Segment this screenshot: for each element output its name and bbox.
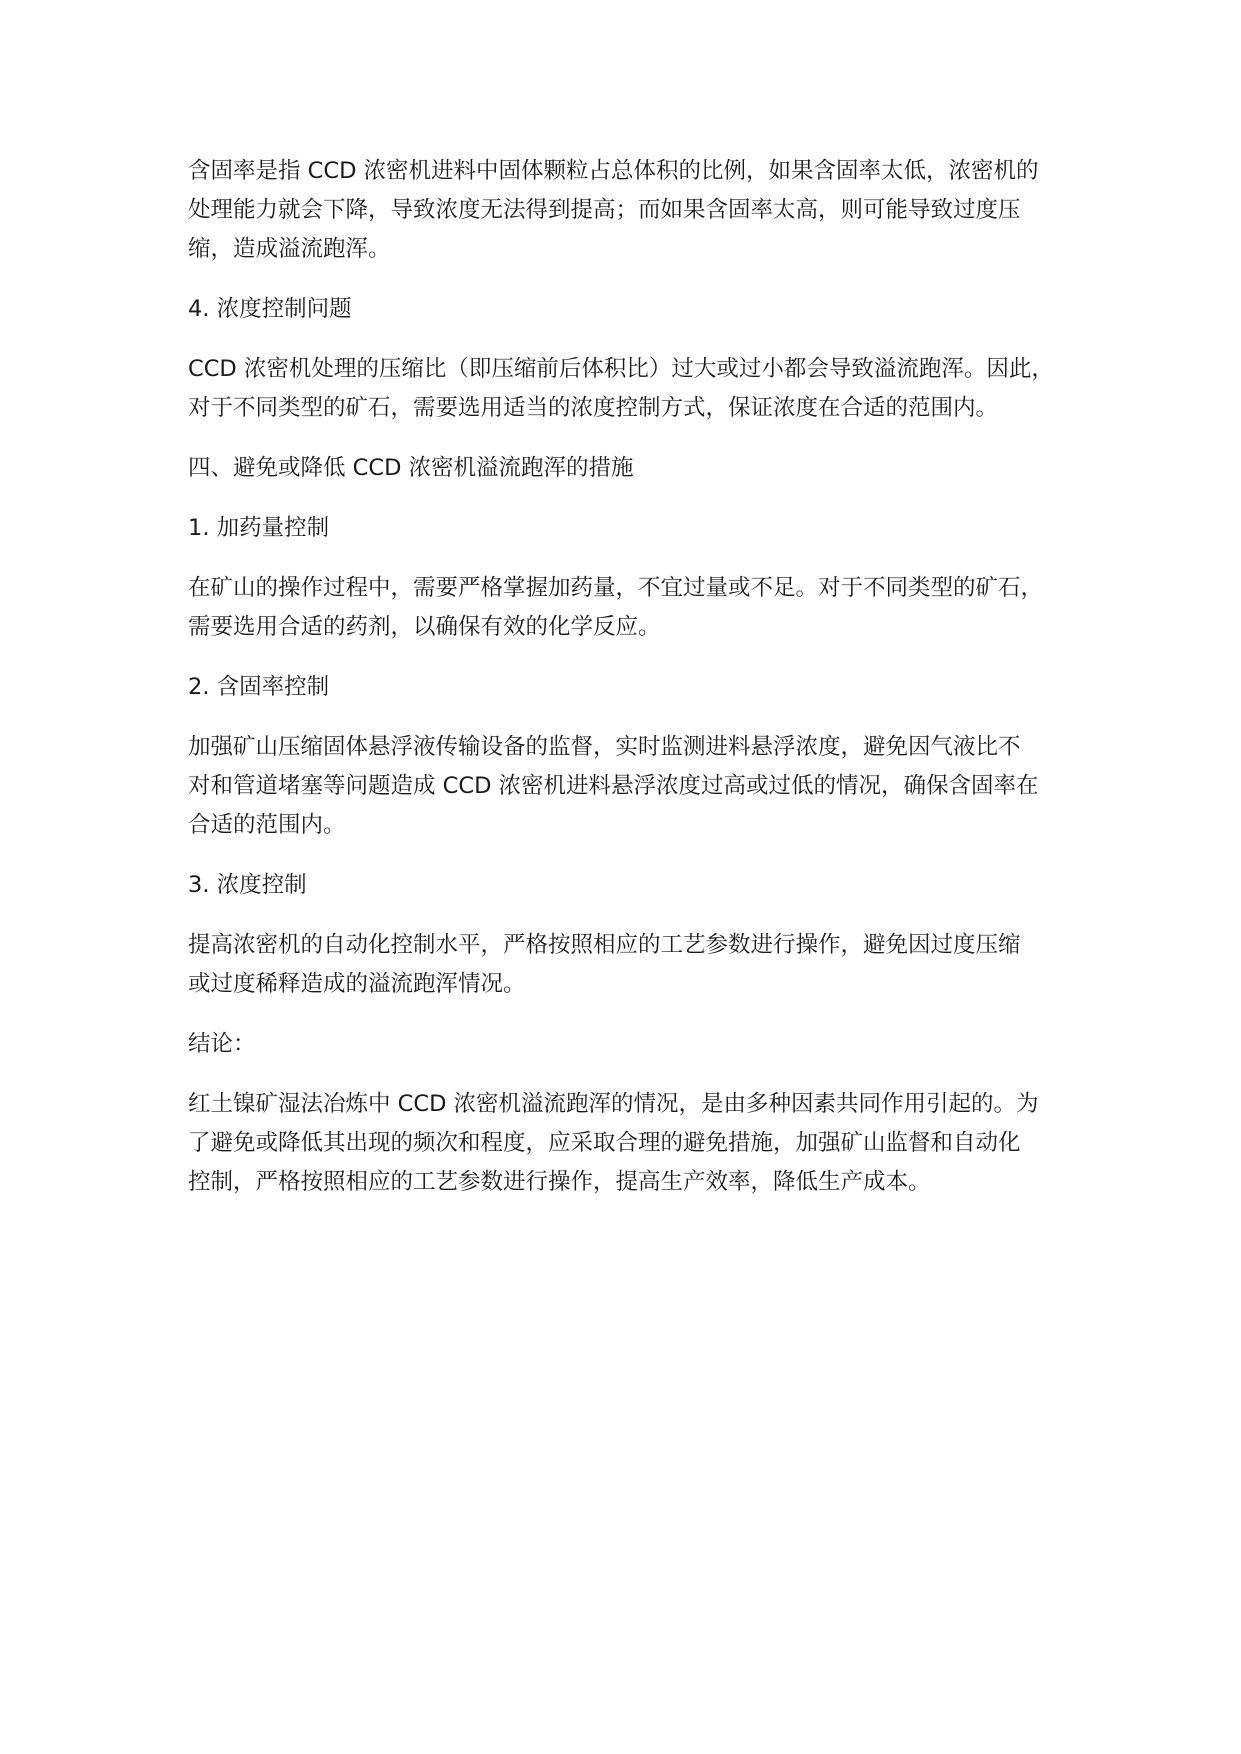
paragraph-concentration-control — [188, 926, 1088, 1004]
document-body — [188, 152, 1088, 1223]
text-line: 1. 加药量控制 — [188, 515, 330, 541]
heading-solids-control — [188, 668, 1088, 707]
text-line: 3. 浓度控制 — [188, 872, 307, 898]
text-line: CCD 浓密机处理的压缩比（即压缩前后体积比）过大或过小都会导致溢流跑浑。因此， — [188, 356, 1054, 382]
text-line: 2. 含固率控制 — [188, 674, 330, 700]
text-line: 了避免或降低其出现的频次和程度，应采取合理的避免措施，加强矿山监督和自动化 — [188, 1130, 1021, 1156]
text-line: 处理能力就会下降，导致浓度无法得到提高；而如果含固率太高，则可能导致过度压 — [188, 197, 1021, 223]
text-line: 缩，造成溢流跑浑。 — [188, 236, 391, 262]
text-line: 对于不同类型的矿石，需要选用适当的浓度控制方式，保证浓度在合适的范围内。 — [188, 395, 999, 421]
text-line: 或过度稀释造成的溢流跑浑情况。 — [188, 971, 526, 997]
paragraph-dosage-control — [188, 569, 1088, 647]
heading-conclusion — [188, 1025, 1088, 1064]
heading-dosage-control — [188, 509, 1088, 548]
text-line: 红土镍矿湿法冶炼中 CCD 浓密机溢流跑浑的情况，是由多种因素共同作用引起的。为 — [188, 1091, 1039, 1117]
heading-concentration-control-problem — [188, 290, 1088, 329]
paragraph-compression-ratio — [188, 350, 1088, 428]
text-line: 提高浓密机的自动化控制水平，严格按照相应的工艺参数进行操作，避免因过度压缩 — [188, 932, 1021, 958]
text-line: 对和管道堵塞等问题造成 CCD 浓密机进料悬浮浓度过高或过低的情况，确保含固率在 — [188, 773, 1039, 799]
text-line: 四、避免或降低 CCD 浓密机溢流跑浑的措施 — [188, 455, 634, 481]
paragraph-solids-control — [188, 728, 1088, 845]
text-line: 结论： — [188, 1031, 256, 1057]
paragraph-solids-content-definition — [188, 152, 1088, 269]
text-line: 4. 浓度控制问题 — [188, 296, 352, 322]
heading-concentration-control — [188, 866, 1088, 905]
paragraph-conclusion — [188, 1085, 1088, 1202]
section-heading-measures — [188, 449, 1088, 488]
text-line: 控制，严格按照相应的工艺参数进行操作，提高生产效率，降低生产成本。 — [188, 1169, 931, 1195]
text-line: 含固率是指 CCD 浓密机进料中固体颗粒占总体积的比例，如果含固率太低，浓密机的 — [188, 158, 1039, 184]
text-line: 加强矿山压缩固体悬浮液传输设备的监督，实时监测进料悬浮浓度，避免因气液比不 — [188, 734, 1021, 760]
text-line: 合适的范围内。 — [188, 812, 346, 838]
text-line: 需要选用合适的药剂，以确保有效的化学反应。 — [188, 614, 661, 640]
text-line: 在矿山的操作过程中，需要严格掌握加药量，不宜过量或不足。对于不同类型的矿石， — [188, 575, 1044, 601]
